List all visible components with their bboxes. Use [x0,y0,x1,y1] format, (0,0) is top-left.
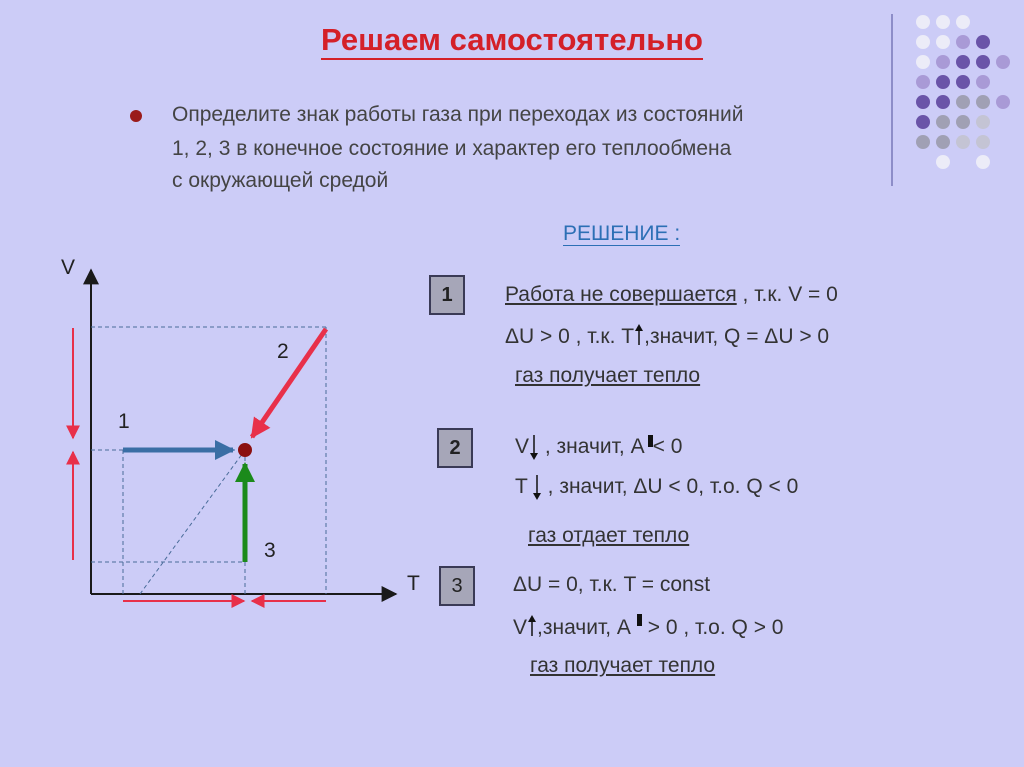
solution-1-line-1: Работа не совершается , т.к. V = 0 [505,283,838,306]
dot [936,135,950,149]
dot [916,15,930,29]
dot [976,115,990,129]
solution-3-number: 3 [439,566,475,606]
vt-diagram [0,240,420,620]
arrow-down-icon [532,475,542,501]
dot [976,75,990,89]
solution-3-line-1: ΔU = 0, т.к. T = const [513,573,711,596]
dot-grid-decoration [910,12,1010,162]
divider [891,14,893,186]
dot [916,55,930,69]
guide-lines [91,327,326,594]
solution-1-line-2: ΔU > 0 , т.к. T ,значит, Q = ΔU > 0 [505,325,830,348]
dot [976,135,990,149]
dot [936,35,950,49]
solution-3-line-2: V ,значит, A > 0 , т.о. Q > 0 [513,616,784,639]
arrow-up-icon [527,615,537,637]
dot [916,115,930,129]
v-axis-label: V [61,256,76,279]
dot [956,55,970,69]
dot [936,155,950,169]
solution-2-conclusion: газ отдает тепло [528,524,690,547]
dot [956,15,970,29]
solution-header: РЕШЕНИЕ : [563,222,681,245]
process-1-label: 1 [118,410,130,433]
dot [936,95,950,109]
bullet-icon [130,110,142,122]
dot [936,75,950,89]
process-2-arrow [252,329,326,437]
dot [916,135,930,149]
dot [956,35,970,49]
solution-2-line-1: V , значит, A < 0 [515,435,682,461]
dot [956,75,970,89]
solution-2-number: 2 [437,428,473,468]
dot [956,135,970,149]
task-line-1: Определите знак работы газа при переходах из состояний [172,103,744,126]
dot [996,55,1010,69]
dot [976,35,990,49]
dot [956,115,970,129]
dot [936,115,950,129]
t-axis-label: T [407,572,420,595]
dot [976,55,990,69]
process-2-label: 2 [277,340,289,363]
solution-1-number: 1 [429,275,465,315]
process-3-label: 3 [264,539,276,562]
solution-1-conclusion: газ получает тепло [515,364,701,387]
arrow-down-icon [529,435,539,461]
solution-2-line-2: T , значит, ΔU < 0, т.о. Q < 0 [515,475,798,501]
dot [936,55,950,69]
final-state-point [238,443,252,457]
task-line-3: с окружающей средой [172,169,389,192]
arrow-up-icon [634,324,644,346]
dot [976,155,990,169]
dot [976,95,990,109]
dot [956,95,970,109]
page-title: Решаем самостоятельно [0,22,1024,58]
task-line-2: 1, 2, 3 в конечное состояние и характер его теплообмена [172,137,732,160]
dot [916,75,930,89]
solution-3-conclusion: газ получает тепло [530,654,716,677]
dot [916,35,930,49]
dot [916,95,930,109]
dot [936,15,950,29]
dot [996,95,1010,109]
